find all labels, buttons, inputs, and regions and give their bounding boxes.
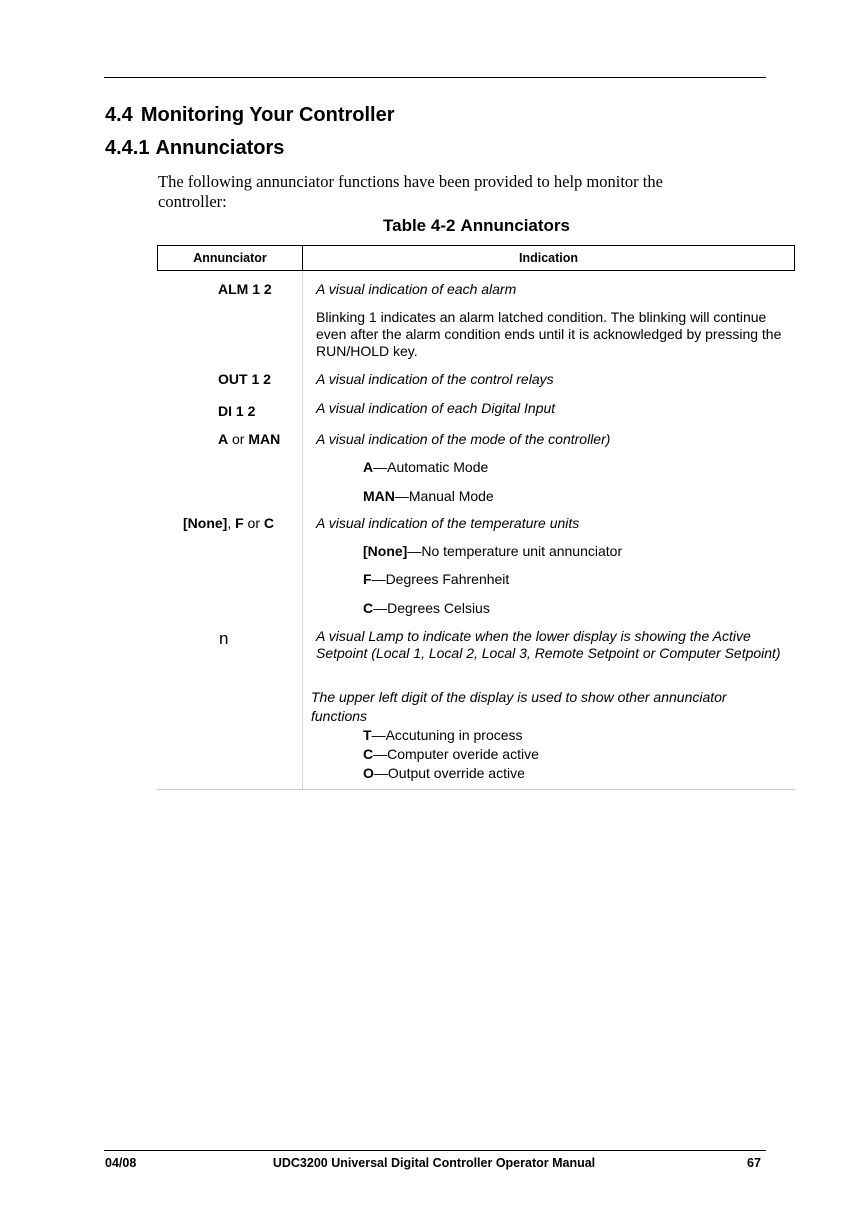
option-computer-override: C—Computer overide active xyxy=(363,746,539,762)
column-header-indication: Indication xyxy=(518,251,579,265)
annunciator-setpoint-lamp: n xyxy=(219,629,229,648)
table-header xyxy=(157,245,795,271)
annunciator-alm: ALM 1 2 xyxy=(218,281,272,297)
subsection-heading xyxy=(105,137,284,160)
option-automatic-mode: A—Automatic Mode xyxy=(363,459,489,475)
table-caption xyxy=(158,216,795,236)
option-output-override: O—Output override active xyxy=(363,765,525,781)
footer-date: 04/08 xyxy=(105,1156,137,1170)
table-caption-number: Table 4-2 xyxy=(383,216,456,235)
indication-out: A visual indication of the control relays xyxy=(316,371,554,387)
indication-mode: A visual indication of the mode of the controller) xyxy=(316,431,611,447)
option-celsius: C—Degrees Celsius xyxy=(363,600,490,616)
subsection-number: 4.4.1 xyxy=(105,137,150,159)
indication-setpoint-lamp: A visual Lamp to indicate when the lower display is showing the Active Setpoint (Local 1, Local 2, Local 3, Remote Setpoint or Computer Setpoint) xyxy=(316,628,781,661)
footer-title: UDC3200 Universal Digital Controller Operator Manual xyxy=(272,1156,596,1170)
section-number: 4.4 xyxy=(105,104,133,126)
table-caption-title: Annunciators xyxy=(460,216,570,235)
table-end-rule xyxy=(157,789,795,790)
column-header-annunciator: Annunciator xyxy=(158,246,303,270)
annunciator-out: OUT 1 2 xyxy=(218,371,271,387)
option-fahrenheit: F—Degrees Fahrenheit xyxy=(363,571,510,587)
section-heading xyxy=(105,104,395,127)
section-title: Monitoring Your Controller xyxy=(140,104,395,126)
option-no-unit: [None]—No temperature unit annunciator xyxy=(363,543,623,559)
page-number: 67 xyxy=(747,1156,761,1170)
indication-alm: A visual indication of each alarm xyxy=(316,281,517,297)
header-rule xyxy=(104,77,766,78)
option-manual-mode: MAN—Manual Mode xyxy=(363,488,494,504)
option-accutuning: T—Accutuning in process xyxy=(363,727,523,743)
annunciator-temperature-units: [None], F or C xyxy=(183,515,275,531)
footer-rule xyxy=(104,1150,766,1151)
annunciator-mode: A or MAN xyxy=(218,431,281,447)
indication-di: A visual indication of each Digital Input xyxy=(316,400,556,416)
column-divider xyxy=(302,271,303,789)
intro-paragraph: The following annunciator functions have been provided to help monitor the controller: xyxy=(158,172,663,211)
indication-alm-detail: Blinking 1 indicates an alarm latched condition. The blinking will continue even after the alarm condition ends until it is acknowledged by pressing the RUN/HOLD key. xyxy=(316,309,782,359)
subsection-title: Annunciators xyxy=(155,137,285,159)
other-annunciators-note: The upper left digit of the display is used to show other annunciator functions xyxy=(311,689,727,724)
annunciator-di: DI 1 2 xyxy=(218,403,256,419)
indication-temperature-units: A visual indication of the temperature units xyxy=(316,515,580,531)
